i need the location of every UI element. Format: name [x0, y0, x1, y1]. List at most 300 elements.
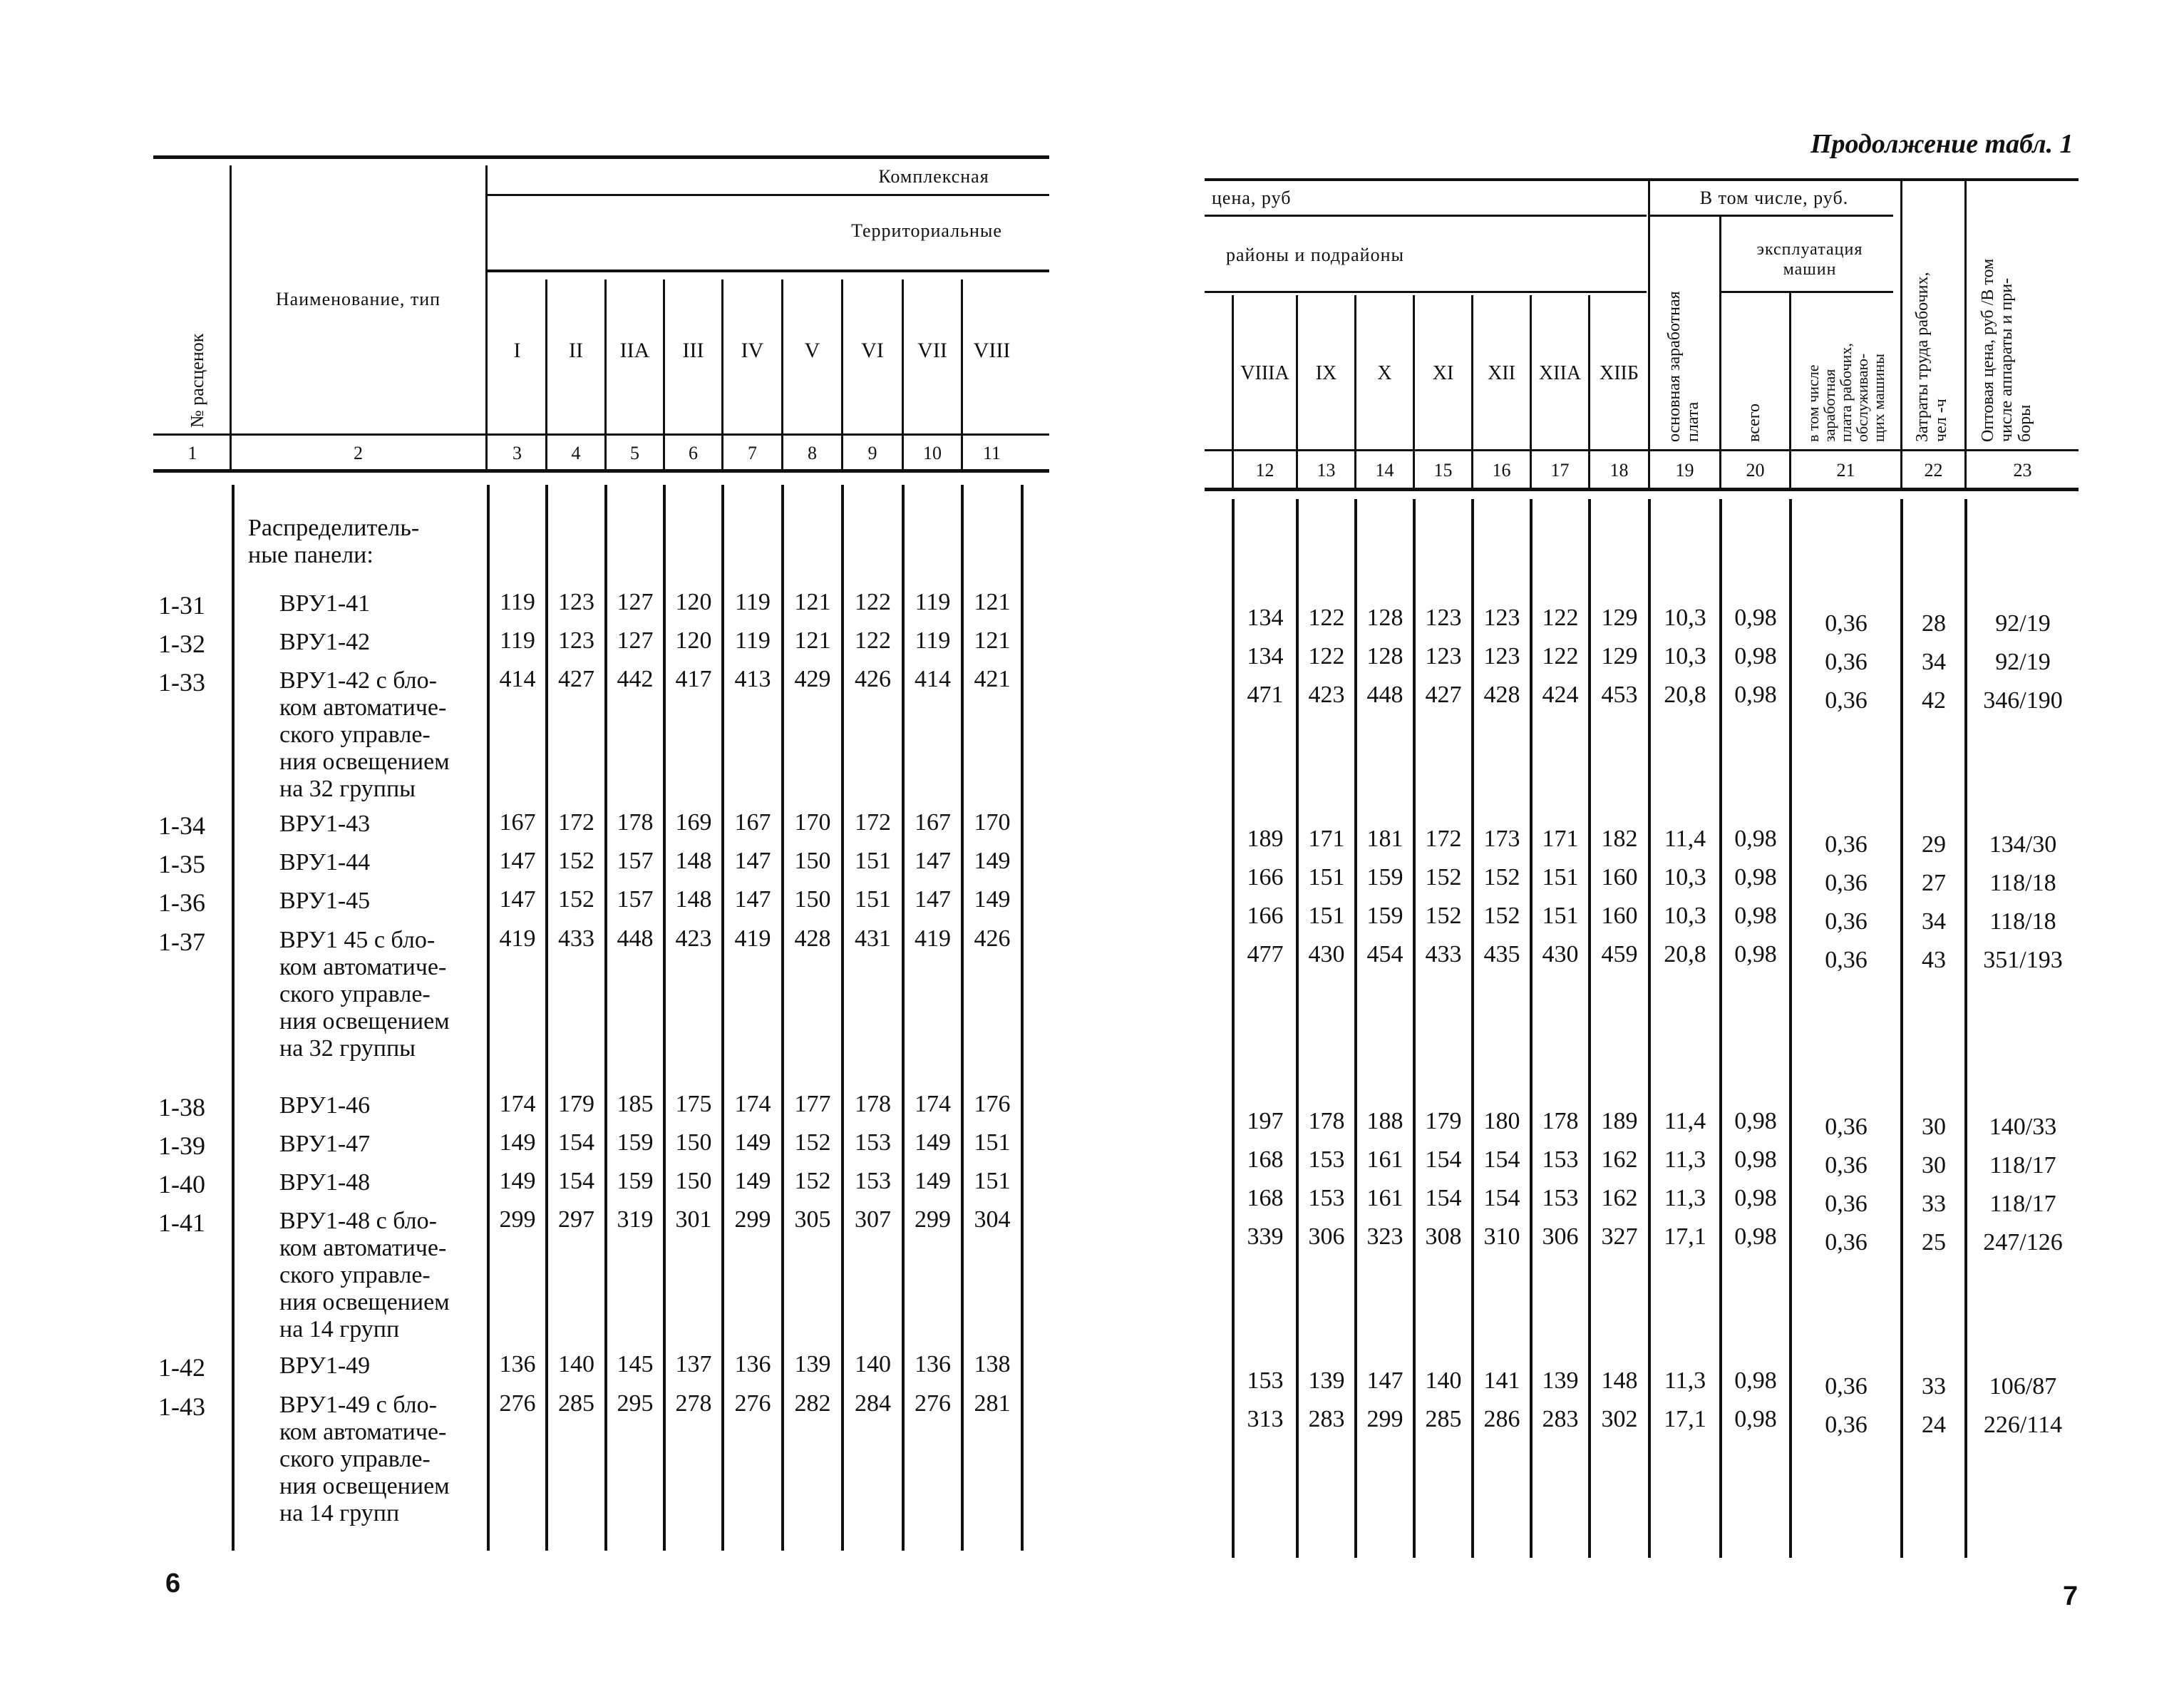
value-cell: 178 — [1308, 1108, 1345, 1134]
value-cell: 283 — [1308, 1406, 1345, 1432]
header-bottom-rule — [153, 433, 1049, 436]
machines-incl-header: в том числе заработная плата рабочих, обслуживаю- щих машины — [1804, 343, 1887, 442]
value-cell: 154 — [1483, 1185, 1520, 1211]
price-value: 151 — [855, 886, 891, 913]
value-cell: 10,3 — [1664, 903, 1706, 929]
incl-title: В том числе, руб. — [1699, 188, 1849, 208]
row-name: ВРУ1 45 с бло- ком автоматиче- ского управле- ния освещением на 32 группы — [279, 927, 450, 1062]
col-number: 23 — [2013, 460, 2032, 481]
value-cell: 154 — [1425, 1146, 1462, 1173]
price-value: 123 — [558, 589, 594, 615]
price-value: 148 — [675, 886, 712, 913]
value-cell: 160 — [1601, 903, 1638, 929]
incl-rule — [1648, 215, 1893, 217]
price-value: 170 — [974, 809, 1011, 836]
value-cell: 147 — [1366, 1367, 1403, 1394]
right-page — [1092, 0, 2184, 1684]
region-header: VIIIA — [1240, 362, 1289, 384]
row-name: ВРУ1-49 с бло- ком автоматиче- ского управле- ния освещением на 14 групп — [279, 1392, 450, 1526]
colnum-bottom-rule — [153, 469, 1049, 473]
row-name: ВРУ1-46 — [279, 1092, 371, 1119]
value-cell: 151 — [1542, 903, 1579, 929]
price-value: 428 — [794, 925, 831, 952]
col-number: 20 — [1746, 460, 1765, 481]
value-cell: 118/18 — [1989, 908, 2056, 935]
value-cell: 11,3 — [1664, 1146, 1706, 1173]
value-cell: 0,36 — [1825, 687, 1868, 714]
price-value: 149 — [974, 848, 1011, 874]
value-cell: 428 — [1483, 682, 1520, 708]
value-cell: 171 — [1308, 826, 1345, 852]
value-cell: 430 — [1308, 941, 1345, 967]
price-value: 276 — [734, 1390, 771, 1417]
value-cell: 0,36 — [1825, 1373, 1868, 1400]
value-cell: 122 — [1308, 605, 1345, 631]
header-vline — [485, 165, 488, 472]
col-number: 1 — [187, 443, 197, 463]
value-cell: 92/19 — [1995, 649, 2051, 675]
value-cell: 435 — [1483, 941, 1520, 967]
value-cell: 129 — [1601, 643, 1638, 669]
price-value: 119 — [915, 627, 951, 654]
row-number: 1-32 — [158, 630, 205, 658]
value-cell: 161 — [1366, 1185, 1403, 1211]
col-number: 2 — [354, 443, 363, 463]
value-cell: 0,98 — [1734, 941, 1777, 967]
row-number: 1-40 — [158, 1170, 205, 1198]
value-cell: 24 — [1922, 1412, 1946, 1438]
value-cell: 42 — [1922, 687, 1946, 714]
value-cell: 11,4 — [1664, 1108, 1706, 1134]
price-value: 426 — [974, 925, 1011, 952]
value-cell: 299 — [1366, 1406, 1403, 1432]
value-cell: 168 — [1247, 1146, 1284, 1173]
value-cell: 0,36 — [1825, 1114, 1868, 1140]
value-cell: 302 — [1601, 1406, 1638, 1432]
value-cell: 247/126 — [1983, 1229, 2063, 1256]
row-name: ВРУ1-43 — [279, 811, 371, 837]
value-cell: 0,98 — [1734, 605, 1777, 631]
value-cell: 128 — [1366, 643, 1403, 669]
value-cell: 0,98 — [1734, 643, 1777, 669]
col-number: 17 — [1550, 460, 1570, 481]
value-cell: 0,36 — [1825, 1191, 1868, 1217]
price-value: 149 — [734, 1168, 771, 1194]
price-value: 285 — [558, 1390, 594, 1417]
row-name: ВРУ1-49 — [279, 1352, 371, 1379]
value-cell: 148 — [1601, 1367, 1638, 1394]
value-cell: 0,36 — [1825, 1412, 1868, 1438]
base-salary-header: основная заработная плата — [1665, 291, 1702, 442]
price-value: 427 — [558, 666, 594, 692]
price-value: 121 — [974, 627, 1011, 654]
value-cell: 11,4 — [1664, 826, 1706, 852]
value-cell: 453 — [1601, 682, 1638, 708]
col-number: 4 — [571, 443, 581, 463]
price-value: 167 — [734, 809, 771, 836]
value-cell: 140/33 — [1989, 1114, 2057, 1140]
price-value: 172 — [855, 809, 891, 836]
price-value: 147 — [499, 848, 536, 874]
price-value: 127 — [617, 627, 654, 654]
value-cell: 430 — [1542, 941, 1579, 967]
regions-rule — [1205, 291, 1647, 293]
value-cell: 189 — [1247, 826, 1284, 852]
price-value: 147 — [915, 886, 951, 913]
value-cell: 0,36 — [1825, 1152, 1868, 1179]
value-cell: 29 — [1922, 831, 1946, 858]
price-value: 119 — [500, 589, 535, 615]
price-value: 419 — [915, 925, 951, 952]
machines-total-header: всего — [1745, 403, 1763, 442]
row-name: ВРУ1-47 — [279, 1131, 371, 1157]
value-cell: 171 — [1542, 826, 1579, 852]
value-cell: 20,8 — [1664, 941, 1706, 967]
page-number: 6 — [165, 1569, 181, 1598]
price-value: 282 — [794, 1390, 831, 1417]
value-cell: 346/190 — [1983, 687, 2063, 714]
price-value: 169 — [675, 809, 712, 836]
price-value: 119 — [735, 589, 771, 615]
value-cell: 0,98 — [1734, 1406, 1777, 1432]
value-cell: 33 — [1922, 1373, 1946, 1400]
col-number: 3 — [512, 443, 522, 463]
value-cell: 182 — [1601, 826, 1638, 852]
price-value: 119 — [915, 589, 951, 615]
value-cell: 283 — [1542, 1406, 1579, 1432]
price-value: 149 — [499, 1168, 536, 1194]
value-cell: 313 — [1247, 1406, 1284, 1432]
row-number: 1-39 — [158, 1131, 205, 1160]
group-rule — [487, 194, 1049, 196]
value-cell: 189 — [1601, 1108, 1638, 1134]
value-cell: 123 — [1483, 643, 1520, 669]
price-value: 284 — [855, 1390, 891, 1417]
value-cell: 162 — [1601, 1146, 1638, 1173]
price-value: 120 — [675, 589, 712, 615]
value-cell: 306 — [1308, 1223, 1345, 1250]
continuation-title: Продолжение табл. 1 — [1810, 129, 2074, 159]
value-cell: 306 — [1542, 1223, 1579, 1250]
col-name-header: Наименование, тип — [275, 289, 441, 309]
region-header: VIII — [973, 339, 1011, 362]
value-cell: 459 — [1601, 941, 1638, 967]
price-value: 153 — [855, 1129, 891, 1156]
price-value: 421 — [974, 666, 1011, 692]
price-value: 138 — [974, 1351, 1011, 1377]
value-cell: 162 — [1601, 1185, 1638, 1211]
price-value: 121 — [794, 627, 831, 654]
value-cell: 17,1 — [1664, 1406, 1706, 1432]
price-value: 431 — [855, 925, 891, 952]
value-cell: 0,98 — [1734, 1223, 1777, 1250]
region-header: IV — [741, 339, 764, 362]
price-value: 154 — [558, 1168, 594, 1194]
value-cell: 151 — [1308, 864, 1345, 890]
value-cell: 0,98 — [1734, 903, 1777, 929]
value-cell: 106/87 — [1989, 1373, 2057, 1400]
col-number: 16 — [1492, 460, 1511, 481]
value-cell: 30 — [1922, 1152, 1946, 1179]
value-cell: 151 — [1308, 903, 1345, 929]
row-name: ВРУ1-45 — [279, 888, 371, 914]
price-value: 177 — [794, 1091, 831, 1117]
value-cell: 161 — [1366, 1146, 1403, 1173]
price-value: 145 — [617, 1351, 654, 1377]
value-cell: 129 — [1601, 605, 1638, 631]
price-value: 151 — [855, 848, 891, 874]
machines-rule — [1719, 291, 1893, 293]
region-header: XIIБ — [1600, 362, 1639, 384]
row-name: ВРУ1-48 — [279, 1169, 371, 1196]
regions-title: районы и подрайоны — [1226, 245, 1404, 265]
value-cell: 153 — [1308, 1146, 1345, 1173]
price-value: 136 — [734, 1351, 771, 1377]
price-value: 149 — [499, 1129, 536, 1156]
price-title: цена, руб — [1212, 188, 1292, 208]
price-value: 157 — [617, 848, 654, 874]
value-cell: 152 — [1425, 864, 1462, 890]
value-cell: 339 — [1247, 1223, 1284, 1250]
value-cell: 166 — [1247, 903, 1284, 929]
subgroup-rule — [487, 269, 1049, 272]
price-value: 429 — [794, 666, 831, 692]
price-value: 151 — [974, 1168, 1011, 1194]
value-cell: 10,3 — [1664, 605, 1706, 631]
region-header: III — [682, 339, 704, 362]
price-value: 417 — [675, 666, 712, 692]
price-value: 174 — [915, 1091, 951, 1117]
col-number: 10 — [923, 443, 942, 463]
value-cell: 11,3 — [1664, 1367, 1706, 1394]
section-title: Распределитель- ные панели: — [248, 515, 420, 568]
price-value: 149 — [915, 1129, 951, 1156]
price-value: 147 — [734, 848, 771, 874]
body-vline — [1021, 485, 1024, 1551]
price-value: 170 — [794, 809, 831, 836]
price-value: 176 — [974, 1091, 1011, 1117]
price-value: 149 — [915, 1168, 951, 1194]
value-cell: 154 — [1425, 1185, 1462, 1211]
price-value: 136 — [915, 1351, 951, 1377]
price-value: 123 — [558, 627, 594, 654]
value-cell: 423 — [1308, 682, 1345, 708]
value-cell: 433 — [1425, 941, 1462, 967]
price-value: 147 — [915, 848, 951, 874]
value-cell: 11,3 — [1664, 1185, 1706, 1211]
value-cell: 10,3 — [1664, 864, 1706, 890]
value-cell: 286 — [1483, 1406, 1520, 1432]
col-number: 14 — [1375, 460, 1394, 481]
value-cell: 310 — [1483, 1223, 1520, 1250]
price-value: 281 — [974, 1390, 1011, 1417]
price-value: 119 — [500, 627, 535, 654]
col-number: 11 — [982, 443, 1001, 463]
price-value: 159 — [617, 1168, 654, 1194]
price-value: 433 — [558, 925, 594, 952]
price-value: 159 — [617, 1129, 654, 1156]
value-cell: 123 — [1483, 605, 1520, 631]
value-cell: 20,8 — [1664, 682, 1706, 708]
value-cell: 17,1 — [1664, 1223, 1706, 1250]
row-number: 1-41 — [158, 1208, 205, 1237]
price-value: 178 — [617, 809, 654, 836]
top-rule — [1205, 178, 2079, 181]
region-header: VII — [917, 339, 947, 362]
value-cell: 427 — [1425, 682, 1462, 708]
value-cell: 0,98 — [1734, 1146, 1777, 1173]
region-header: V — [804, 339, 820, 362]
value-cell: 122 — [1542, 643, 1579, 669]
value-cell: 92/19 — [1995, 610, 2051, 637]
price-value: 152 — [558, 886, 594, 913]
price-value: 149 — [734, 1129, 771, 1156]
page-number: 7 — [2063, 1581, 2079, 1611]
header-vline — [1648, 181, 1650, 491]
price-value: 157 — [617, 886, 654, 913]
value-cell: 134 — [1247, 643, 1284, 669]
price-value: 448 — [617, 925, 654, 952]
row-number: 1-36 — [158, 888, 205, 917]
price-value: 301 — [675, 1206, 712, 1233]
price-value: 153 — [855, 1168, 891, 1194]
price-value: 147 — [499, 886, 536, 913]
value-cell: 30 — [1922, 1114, 1946, 1140]
price-value: 299 — [499, 1206, 536, 1233]
value-cell: 0,98 — [1734, 1185, 1777, 1211]
value-cell: 454 — [1366, 941, 1403, 967]
value-cell: 197 — [1247, 1108, 1284, 1134]
value-cell: 160 — [1601, 864, 1638, 890]
body-vline — [232, 485, 235, 1551]
price-value: 172 — [558, 809, 594, 836]
price-value: 413 — [734, 666, 771, 692]
value-cell: 0,36 — [1825, 610, 1868, 637]
value-cell: 477 — [1247, 941, 1284, 967]
labor-header: Затраты труда рабочих, чел -ч — [1913, 272, 1950, 442]
price-value: 150 — [794, 848, 831, 874]
price-value: 307 — [855, 1206, 891, 1233]
value-cell: 0,36 — [1825, 947, 1868, 973]
value-cell: 27 — [1922, 870, 1946, 896]
price-value: 137 — [675, 1351, 712, 1377]
value-cell: 180 — [1483, 1108, 1520, 1134]
value-cell: 181 — [1366, 826, 1403, 852]
col-no-header: № расценок — [187, 333, 207, 428]
value-cell: 123 — [1425, 643, 1462, 669]
value-cell: 159 — [1366, 864, 1403, 890]
region-header: II — [569, 339, 583, 362]
price-value: 152 — [558, 848, 594, 874]
price-value: 122 — [855, 627, 891, 654]
region-header: XIIA — [1538, 362, 1582, 384]
value-cell: 0,36 — [1825, 870, 1868, 896]
value-cell: 0,98 — [1734, 1108, 1777, 1134]
col-number: 5 — [630, 443, 639, 463]
row-name: ВРУ1-41 — [279, 590, 371, 617]
price-value: 150 — [675, 1168, 712, 1194]
region-header: VI — [861, 339, 884, 362]
price-value: 295 — [617, 1390, 654, 1417]
price-value: 148 — [675, 848, 712, 874]
group-title: Комплексная — [878, 166, 989, 187]
value-cell: 448 — [1366, 682, 1403, 708]
value-cell: 139 — [1308, 1367, 1345, 1394]
price-value: 276 — [915, 1390, 951, 1417]
value-cell: 154 — [1483, 1146, 1520, 1173]
value-cell: 0,98 — [1734, 1367, 1777, 1394]
price-value: 304 — [974, 1206, 1011, 1233]
price-value: 121 — [974, 589, 1011, 615]
value-cell: 33 — [1922, 1191, 1946, 1217]
price-value: 305 — [794, 1206, 831, 1233]
price-value: 167 — [915, 809, 951, 836]
price-value: 174 — [499, 1091, 536, 1117]
price-value: 423 — [675, 925, 712, 952]
value-cell: 28 — [1922, 610, 1946, 637]
region-header: X — [1377, 362, 1392, 384]
row-name: ВРУ1-48 с бло- ком автоматиче- ского управле- ния освещением на 14 групп — [279, 1208, 450, 1342]
value-cell: 134/30 — [1989, 831, 2057, 858]
value-cell: 153 — [1542, 1146, 1579, 1173]
col-number: 7 — [748, 443, 757, 463]
value-cell: 153 — [1308, 1185, 1345, 1211]
value-cell: 159 — [1366, 903, 1403, 929]
value-cell: 34 — [1922, 649, 1946, 675]
value-cell: 323 — [1366, 1223, 1403, 1250]
price-value: 419 — [499, 925, 536, 952]
value-cell: 153 — [1247, 1367, 1284, 1394]
value-cell: 10,3 — [1664, 643, 1706, 669]
price-value: 122 — [855, 589, 891, 615]
region-header: IIA — [619, 339, 650, 362]
value-cell: 134 — [1247, 605, 1284, 631]
wholesale-header: Оптовая цена, руб /В том числе аппараты и при- боры — [1979, 258, 2034, 442]
value-cell: 139 — [1542, 1367, 1579, 1394]
price-value: 299 — [734, 1206, 771, 1233]
price-value: 276 — [499, 1390, 536, 1417]
value-cell: 0,36 — [1825, 1229, 1868, 1256]
price-value: 121 — [794, 589, 831, 615]
row-number: 1-34 — [158, 811, 205, 840]
value-cell: 153 — [1542, 1185, 1579, 1211]
top-rule — [153, 155, 1049, 159]
value-cell: 178 — [1542, 1108, 1579, 1134]
value-cell: 34 — [1922, 908, 1946, 935]
price-value: 147 — [734, 886, 771, 913]
value-cell: 327 — [1601, 1223, 1638, 1250]
price-value: 152 — [794, 1168, 831, 1194]
price-value: 175 — [675, 1091, 712, 1117]
row-number: 1-33 — [158, 668, 205, 697]
col-number: 21 — [1836, 460, 1855, 481]
price-value: 120 — [675, 627, 712, 654]
value-cell: 424 — [1542, 682, 1579, 708]
price-value: 278 — [675, 1390, 712, 1417]
row-number: 1-43 — [158, 1392, 205, 1421]
value-cell: 152 — [1483, 864, 1520, 890]
value-cell: 0,98 — [1734, 826, 1777, 852]
value-cell: 128 — [1366, 605, 1403, 631]
price-value: 150 — [675, 1129, 712, 1156]
price-value: 178 — [855, 1091, 891, 1117]
price-value: 419 — [734, 925, 771, 952]
price-value: 299 — [915, 1206, 951, 1233]
col-number: 22 — [1924, 460, 1943, 481]
value-cell: 0,98 — [1734, 682, 1777, 708]
value-cell: 166 — [1247, 864, 1284, 890]
value-cell: 118/18 — [1989, 870, 2056, 896]
